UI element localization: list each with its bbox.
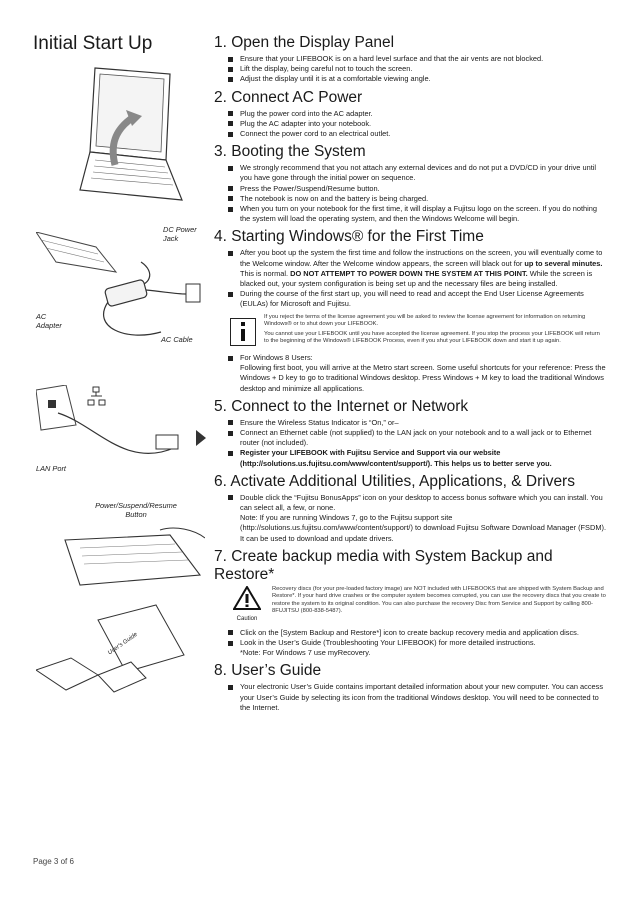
section-4-win8-list (214, 353, 606, 394)
section-8-list (214, 682, 606, 713)
page-number: Page 3 of 6 (33, 857, 74, 866)
list-item: Look in the User’s Guide (Troubleshooting Your LIFEBOOK) for more detailed instructions. *Note: For Windows 7 use myRecovery. (228, 638, 606, 658)
section-2-heading: 2. Connect AC Power (214, 88, 363, 106)
lan-cable-illustration (36, 385, 211, 465)
section-1-list (214, 54, 606, 85)
list-item: Plug the AC adapter into your notebook. (228, 119, 606, 129)
list-item: Double click the “Fujitsu BonusApps” icon on your desktop to access bonus software which you can install. You can select all, a few, or none. Note: If you are running Windows 7, go to the Fujitsu support site (http://solutions.us.fujitsu.com/www/content/support/) to download Fujitsu Software Download Manager (FSDM). It can be used to download and update drivers. (228, 493, 606, 544)
list-item: Lift the display, being careful not to touch the screen. (228, 64, 606, 74)
note-text-1: If you reject the terms of the license agreement you will be asked to review the license agreement for information on returning Windows® or to shut down your LIFEBOOK. (264, 313, 586, 328)
section-2-list (214, 109, 606, 140)
laptop-power-illustration (60, 520, 205, 590)
laptop-open-illustration (60, 60, 185, 210)
section-4-heading: 4. Starting Windows® for the First Time (214, 228, 484, 246)
dc-power-jack-label: DC Power Jack (163, 225, 197, 243)
list-item: Plug the power cord into the AC adapter. (228, 109, 606, 119)
list-item: During the course of the first start up, you will need to read and accept the End User License Agreements (EULAs) for Microsoft and Fujitsu. (228, 289, 606, 309)
list-item: Connect an Ethernet cable (not supplied) to the LAN jack on your notebook and to a wall jack or to Ethernet router (not included). (228, 428, 606, 448)
list-item: After you boot up the system the first time and follow the instructions on the screen, you will eventually come to the Welcome window. After the Welcome window appears, the screen will black out for up to several minutes. This is normal. DO NOT ATTEMPT TO POWER DOWN THE SYSTEM AT THIS POINT. While the screen is blacked out, your system configuration is being set up and the necessary files are being installed. (228, 248, 606, 289)
page-title: Initial Start Up (33, 33, 153, 54)
book-cover-label: User's Guide (107, 631, 139, 657)
section-7-heading: 7. Create backup media with System Backup and Restore* (214, 547, 553, 583)
list-item: Connect the power cord to an electrical outlet. (228, 129, 606, 139)
section-6-list (214, 493, 606, 544)
caution-icon (233, 586, 261, 610)
info-icon (230, 318, 256, 346)
caution-note (230, 586, 606, 622)
caution-label: Caution (236, 615, 258, 622)
power-button-label: Power/Suspend/Resume Button (95, 501, 177, 519)
list-item: Register your LIFEBOOK with Fujitsu Service and Support via our website (http://solutions.us.fujitsu.com/www/content/support/). This helps us to better serve you. (228, 448, 606, 468)
list-item: Ensure that your LIFEBOOK is on a hard level surface and that the air vents are not blocked. (228, 54, 606, 64)
list-item: For Windows 8 Users: Following first boot, you will arrive at the Metro start screen. Some useful shortcuts for your reference: Press the Windows + D key to go to traditional Windows desktop. Press Windows + M key to load the traditional Windows desktop and minimize all applications. (228, 353, 606, 394)
list-item: Ensure the Wireless Status Indicator is “On,” or– (228, 418, 606, 428)
ac-cable-label: AC Cable (161, 335, 193, 344)
section-4-list (214, 248, 606, 309)
section-3-list (214, 163, 606, 224)
section-1-heading: 1. Open the Display Panel (214, 34, 395, 51)
section-3-heading: 3. Booting the System (214, 143, 366, 161)
list-item: We strongly recommend that you not attach any external devices and do not put a DVD/CD in your drive until you have gone through the initial power on sequence. (228, 163, 606, 183)
caution-text: Recovery discs (for your pre-loaded factory image) are NOT included with LIFEBOOKS that are shipped with System Backup and Restore*. If your hard drive crashes or the computer system becomes corrupted, you can use the recovery discs that you create to restore the system to its original condition. You can also purchase the recovery Disc from Service and Support by calling 800-8FUJITSU (800-838-5487). (272, 585, 606, 615)
network-icon (88, 387, 105, 405)
section-8-heading: 8. User’s Guide (214, 662, 322, 680)
list-item: Adjust the display until it is at a comfortable viewing angle. (228, 74, 606, 84)
ac-adapter-label: AC Adapter (36, 312, 62, 330)
ac-adapter-illustration (36, 232, 216, 352)
instructions-column (214, 34, 606, 717)
lan-port-label: LAN Port (36, 464, 66, 473)
list-item: When you turn on your notebook for the first time, it will display a Fujitsu logo on the screen. If you do nothing the system will load the operating system, and then the Windows Welcome will begin. (228, 204, 606, 224)
list-item: The notebook is now on and the battery is being charged. (228, 194, 606, 204)
section-6-heading: 6. Activate Additional Utilities, Applications, & Drivers (214, 472, 575, 490)
note-text-2: You cannot use your LIFEBOOK until you have accepted the license agreement. If you stop the process your LIFEBOOK will return to the beginning of the Windows® LIFEBOOK Process, even if you shut your LIFEBOOK down and start it up again. (264, 330, 600, 345)
section-7-list (214, 628, 606, 659)
list-item: Press the Power/Suspend/Resume button. (228, 184, 606, 194)
section-5-list (214, 418, 606, 469)
list-item: Your electronic User’s Guide contains important detailed information about your new computer. You can access your User’s Guide by selecting its icon from the traditional Windows desktop. You will need to be connected to the Internet. (228, 682, 606, 713)
info-note (230, 314, 606, 348)
list-item: Click on the [System Backup and Restore*] icon to create backup recovery media and application discs. (228, 628, 606, 638)
section-5-heading: 5. Connect to the Internet or Network (214, 397, 469, 415)
